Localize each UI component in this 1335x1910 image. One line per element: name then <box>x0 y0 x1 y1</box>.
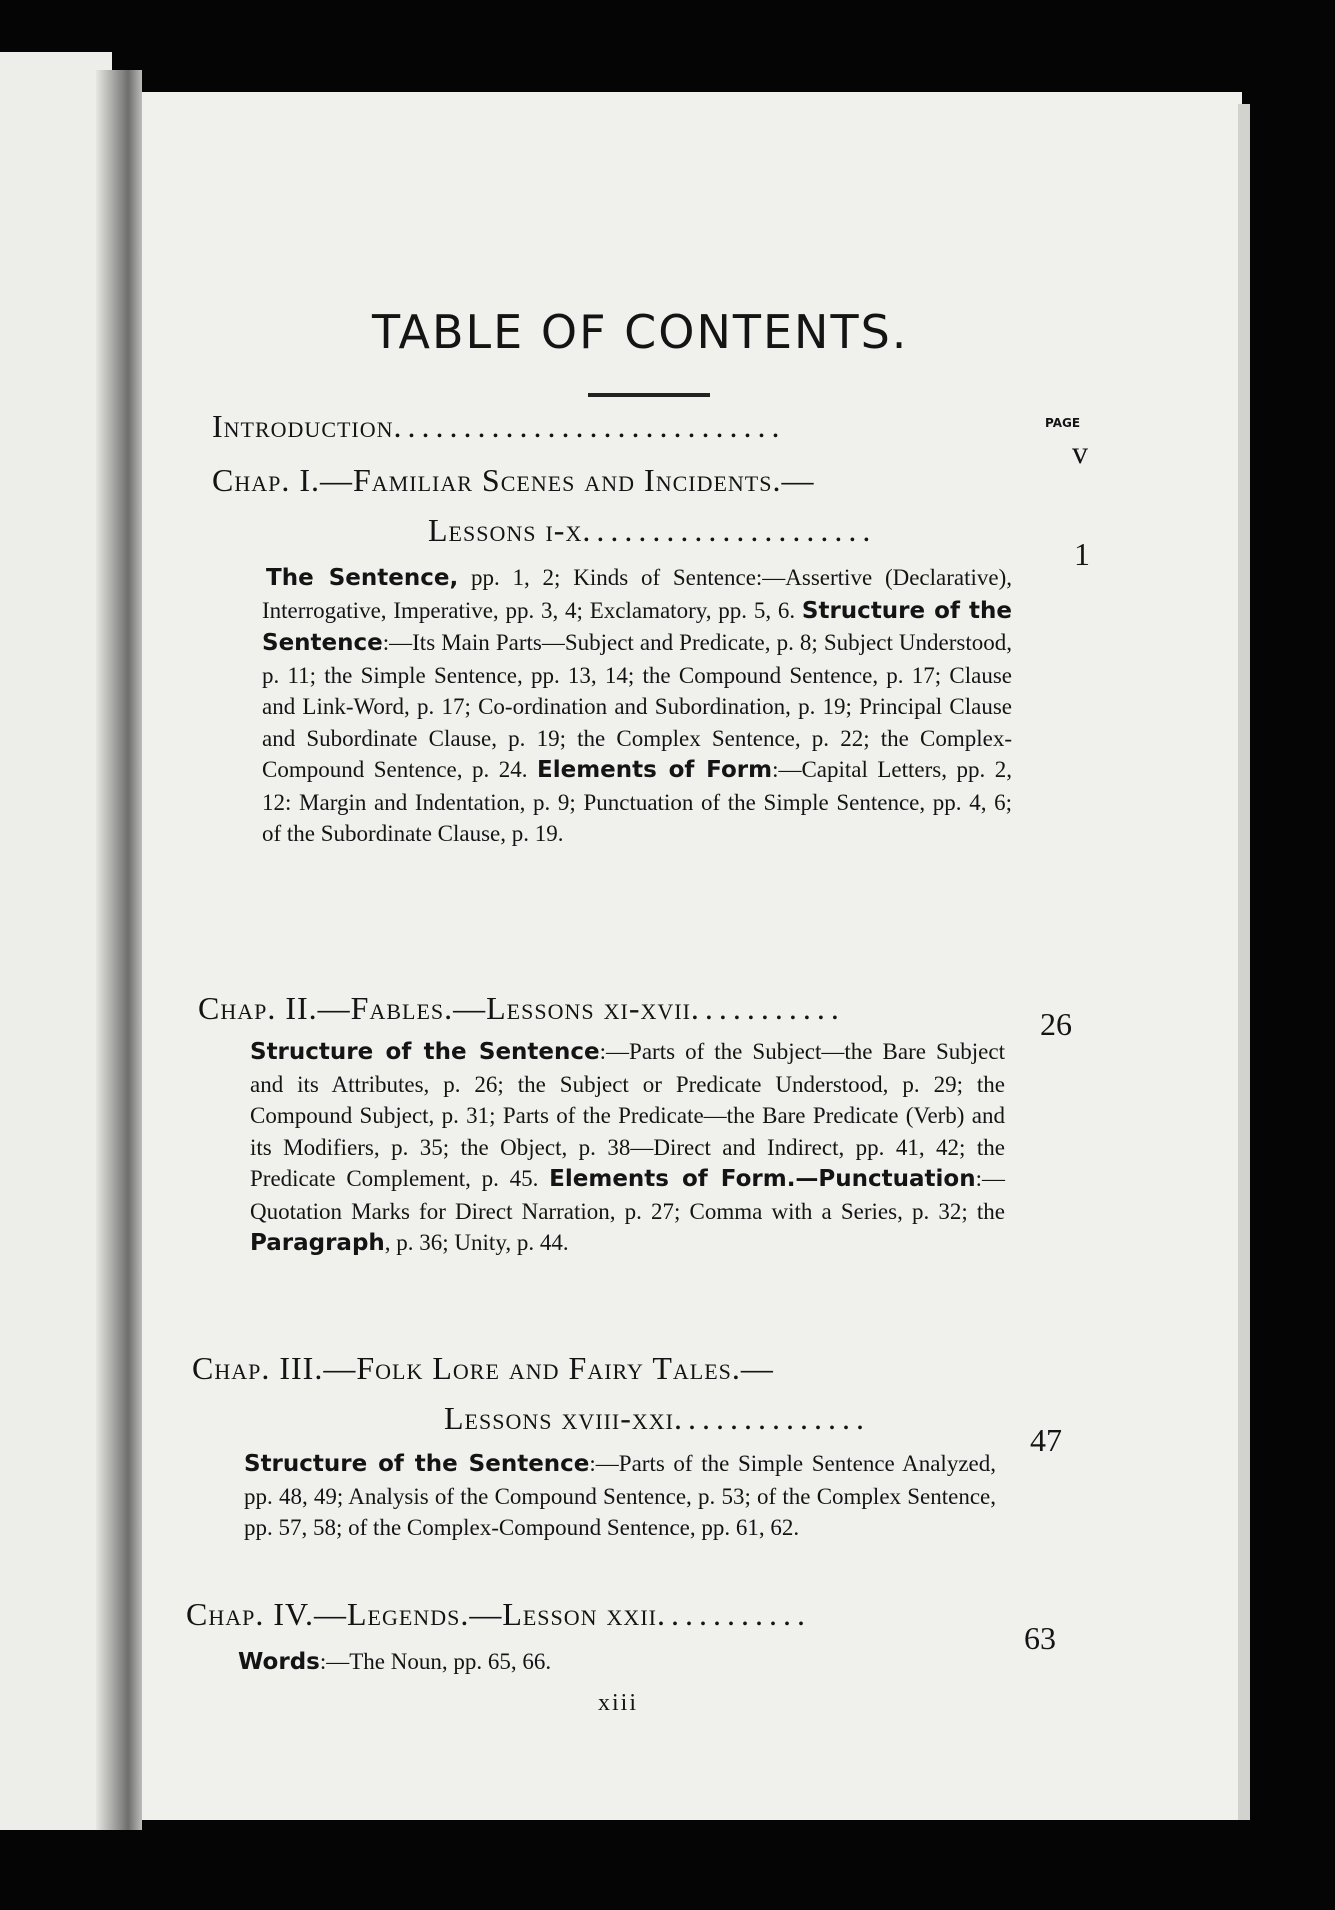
toc-entry-introduction <box>212 408 786 445</box>
toc-entry-chap-1 <box>212 462 814 499</box>
summary-bold-run: The Sentence, <box>266 565 459 591</box>
toc-entry-chap-3 <box>192 1350 774 1387</box>
leader-dots: ........... <box>690 990 845 1026</box>
chapter-summary <box>244 1448 996 1544</box>
title-rule <box>588 393 710 397</box>
summary-bold-run: Structure of the Sentence <box>262 597 1012 656</box>
summary-run: :—Quotation Marks for Direct Narration, p. 27; Comma with a Series, p. 32; the <box>250 1166 1006 1224</box>
entry-title: Chap. IV.—Legends.—Lesson xxii <box>186 1596 657 1632</box>
leader-dots: ............................ <box>393 408 786 444</box>
entry-title: Introduction <box>212 408 394 444</box>
summary-run: :—Parts of the Subject—the Bare Subject and its Attributes, p. 26; the Subject or Predicate Understood, p. 29; the Compound Subject, p. 31; Parts of the Predicate—the Bare Predicate (Verb) and its Modifiers, p. 35; the Object, p. 38—Direct and Indirect, pp. 41, 42; the Predicate Complement, p. 45. <box>250 1039 1005 1191</box>
page-number: 26 <box>1040 1006 1072 1042</box>
entry-title: Chap. I.—Familiar Scenes and Incidents.— <box>212 462 815 498</box>
toc-entry-chap-1-lessons <box>428 512 876 549</box>
leader-dots: ..................... <box>582 512 877 548</box>
summary-bold-run: Words <box>238 1649 320 1675</box>
chapter-summary <box>262 562 1012 850</box>
summary-run: :—The Noun, pp. 65, 66. <box>319 1649 552 1674</box>
chapter-summary <box>250 1036 1005 1260</box>
page-number: 63 <box>1024 1620 1056 1656</box>
chapter-summary <box>238 1646 938 1679</box>
summary-run: :—Parts of the Simple Sentence Analyzed, pp. 48, 49; Analysis of the Compound Sentence, p. 53; of the Complex Sentence, pp. 57, 58; of the Complex-Compound Sentence, pp. 61, 62. <box>244 1451 996 1540</box>
summary-run: :—Capital Letters, pp. 2, 12: Margin and Indentation, p. 9; Punctuation of the Simple Sentence, pp. 4, 6; of the Subordinate Clause, p. 19. <box>262 757 1012 846</box>
summary-bold-run: Elements of Form <box>537 757 773 783</box>
summary-bold-run: Structure of the Sentence <box>250 1039 600 1065</box>
summary-run: pp. 1, 2; Kinds of Sentence:—Assertive (Declarative), Interrogative, Imperative, pp. 3, 4; Exclamatory, pp. 5, 6. <box>262 565 1012 623</box>
page-number: 1 <box>1074 536 1090 572</box>
leader-dots: ........... <box>656 1596 811 1632</box>
summary-run: , p. 36; Unity, p. 44. <box>384 1230 569 1255</box>
page-folio: xiii <box>598 1690 639 1716</box>
page-title: TABLE OF CONTENTS. <box>372 305 909 359</box>
summary-bold-run: Paragraph <box>250 1230 385 1256</box>
toc-entry-chap-3-lessons <box>444 1400 870 1437</box>
toc-entry-chap-4 <box>186 1596 811 1633</box>
page-column-label: PAGE <box>1045 416 1081 430</box>
summary-bold-run: Structure of the Sentence <box>244 1451 590 1477</box>
leader-dots: .............. <box>673 1400 870 1436</box>
page-number: 47 <box>1030 1422 1062 1458</box>
page-number: v <box>1072 434 1088 470</box>
entry-title: Chap. II.—Fables.—Lessons xi-xvii <box>198 990 691 1026</box>
book-gutter <box>96 70 142 1830</box>
entry-subtitle: Lessons xviii-xxi <box>444 1400 674 1436</box>
toc-entry-chap-2 <box>198 990 845 1027</box>
entry-subtitle: Lessons i-x <box>428 512 583 548</box>
page-edge <box>1238 104 1250 1820</box>
entry-title: Chap. III.—Folk Lore and Fairy Tales.— <box>192 1350 774 1386</box>
summary-run: :—Its Main Parts—Subject and Predicate, p. 8; Subject Understood, p. 11; the Simple Sentence, pp. 13, 14; the Compound Sentence, p. 17; Clause and Link-Word, p. 17; Co-ordination and Subordination, p. 19; Principal Clause and Subordinate Clause, p. 19; the Complex Sentence, p. 22; the Complex-Compound Sentence, p. 24. <box>262 630 1012 782</box>
summary-bold-run: Elements of Form.—Punctuation <box>549 1166 976 1192</box>
